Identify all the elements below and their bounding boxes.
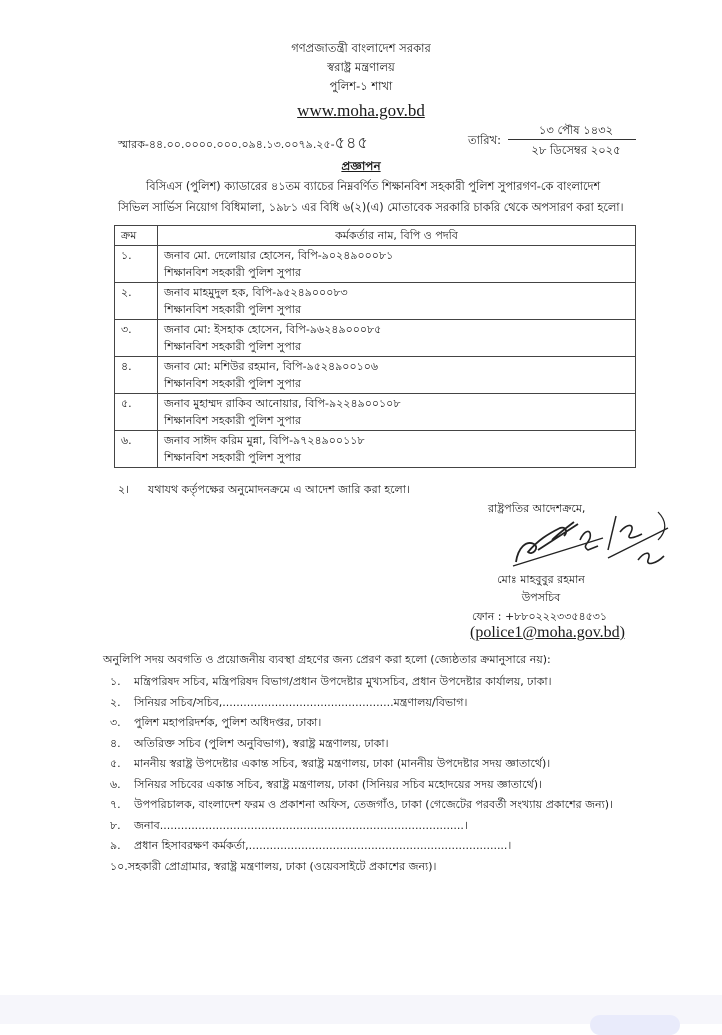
officer-name-bp: জনাব মুহাম্মদ রাকিব আনোয়ার, বিপি-৯২২৪৯০০১০৮ — [164, 397, 401, 410]
signatory-designation: উপসচিব — [521, 591, 561, 604]
copy-recipient: সিনিয়র সচিবের একান্ত সচিব, স্বরাষ্ট্র মন্ত্রণালয়, ঢাকা (সিনিয়র সচিব মহোদয়ের সদয় জ্ঞাতার্থে)। — [134, 777, 542, 791]
copy-number: ১০. — [110, 859, 128, 873]
copy-number: ৬. — [110, 777, 121, 791]
table-row — [115, 394, 636, 431]
viewer-action-pill[interactable] — [590, 1015, 680, 1035]
copy-number: ৩. — [110, 716, 121, 729]
handwritten-signature — [508, 510, 678, 570]
copy-recipient: পুলিশ মহাপরিদর্শক, পুলিশ অধিদপ্তর, ঢাকা। — [134, 716, 322, 729]
copies-list — [110, 672, 613, 877]
list-item — [110, 754, 613, 775]
copy-number: ৫. — [110, 757, 121, 770]
officer-name-bp: জনাব মো. দেলোয়ার হোসেন, বিপি-৯০২৪৯০০০৮১ — [164, 249, 394, 262]
clause-2-text: যথাযথ কর্তৃপক্ষের অনুমোদনক্রমে এ আদেশ জারি করা হলো। — [148, 483, 410, 496]
list-item — [110, 672, 613, 693]
signatory-name: মোঃ মাহবুবুর রহমান — [497, 573, 585, 586]
copy-recipient: জনাব.......................................................................................। — [134, 818, 468, 832]
officer-designation: শিক্ষানবিশ সহকারী পুলিশ সুপার — [164, 414, 302, 427]
date-gregorian: ২৮ ডিসেম্বর ২০২৫ — [531, 143, 621, 157]
notice-paragraph-line-1: বিসিএস (পুলিশ) ক্যাডারের ৪১তম ব্যাচের নিম্নবর্ণিত শিক্ষানবিশ সহকারী পুলিশ সুপারগণ-কে বাংলাদেশ — [146, 180, 601, 193]
officer-serial: ৩. — [115, 320, 158, 357]
list-item — [110, 713, 613, 734]
date-label: তারিখ: — [468, 133, 502, 147]
list-item — [110, 836, 613, 857]
ministry-name: স্বরাষ্ট্র মন্ত্রণালয় — [327, 60, 395, 74]
list-item — [110, 816, 613, 837]
signatory-email[interactable]: (police1@moha.gov.bd) — [470, 624, 625, 641]
header-serial: ক্রম — [115, 226, 158, 246]
copy-recipient: মাননীয় স্বরাষ্ট্র উপদেষ্টার একান্ত সচিব, স্বরাষ্ট্র মন্ত্রণালয়, ঢাকা (মাননীয় উপদেষ্টার সদয় জ্ঞাতার্থে)। — [134, 757, 551, 770]
signatory-phone: ফোন : +৮৮০২২২৩৩৫৪৫৩১ — [472, 610, 608, 623]
copy-recipient: অতিরিক্ত সচিব (পুলিশ অনুবিভাগ), স্বরাষ্ট্র মন্ত্রণালয়, ঢাকা। — [134, 736, 389, 750]
table-header-row — [115, 226, 636, 246]
copy-recipient: সহকারী প্রোগ্রামার, স্বরাষ্ট্র মন্ত্রণালয়, ঢাকা (ওয়েবসাইটে প্রকাশের জন্য)। — [127, 859, 437, 873]
list-item — [110, 775, 613, 796]
table-row — [115, 246, 636, 283]
officer-details — [158, 283, 636, 320]
officer-designation: শিক্ষানবিশ সহকারী পুলিশ সুপার — [164, 303, 302, 316]
clause-2-number: ২। — [118, 483, 130, 496]
date-bangla: ১৩ পৌষ ১৪৩২ — [538, 123, 614, 137]
list-item — [110, 693, 613, 714]
copy-recipient: মন্ত্রিপরিষদ সচিব, মন্ত্রিপরিষদ বিভাগ/প্রধান উপদেষ্টার মুখ্যসচিব, প্রধান উপদেষ্টার কার্যালয়, ঢাকা। — [134, 675, 552, 688]
officer-details — [158, 320, 636, 357]
officer-serial: ৪. — [115, 357, 158, 394]
memo-number — [118, 130, 369, 157]
notice-title: প্রজ্ঞাপন — [341, 159, 381, 173]
memo-label: স্মারক-৪৪.০০.০০০০.০০০.০৯৪.১৩.০০৭৯.২৫- — [118, 138, 335, 151]
copy-recipient: সিনিয়র সচিব/সচিব,.................................................মন্ত্রণালয়/বিভাগ। — [134, 695, 468, 709]
memo-handwritten-number: ৫৪৫ — [334, 133, 369, 152]
officer-name-bp: জনাব মাহমুদুল হক, বিপি-৯৫২৪৯০০০৮৩ — [164, 286, 348, 299]
officer-details — [158, 431, 636, 468]
copy-number: ৪. — [110, 736, 121, 750]
officer-serial: ৫. — [115, 394, 158, 431]
notice-paragraph-line-2: সিভিল সার্ভিস নিয়োগ বিধিমালা, ১৯৮১ এর বিধি ৬(২)(এ) মোতাবেক সরকারি চাকরি থেকে অপসারণ করা হলো। — [118, 201, 624, 214]
officer-name-bp: জনাব মো: ইসহাক হোসেন, বিপি-৯৬২৪৯০০০৮৫ — [164, 323, 382, 336]
copy-number: ৭. — [110, 798, 121, 811]
list-item — [110, 795, 613, 816]
copy-number: ৯. — [110, 839, 121, 852]
officer-details — [158, 357, 636, 394]
list-item — [110, 734, 613, 755]
officer-details — [158, 246, 636, 283]
table-row — [115, 320, 636, 357]
officer-serial: ২. — [115, 283, 158, 320]
table-row — [115, 283, 636, 320]
notice-paragraph — [118, 176, 638, 218]
officer-name-bp: জনাব মো: মশিউর রহমান, বিপি-৯৫২৪৯০০১০৬ — [164, 360, 379, 373]
copy-number: ২. — [110, 695, 121, 709]
copy-number: ৮. — [110, 818, 121, 832]
officer-designation: শিক্ষানবিশ সহকারী পুলিশ সুপার — [164, 266, 302, 279]
list-item — [110, 857, 613, 878]
by-order-text: রাষ্ট্রপতির আদেশক্রমে, — [488, 502, 586, 515]
copies-intro: অনুলিপি সদয় অবগতি ও প্রয়োজনীয় ব্যবস্থা গ্রহণের জন্য প্রেরণ করা হলো (জ্যেষ্ঠতার ক্রমানুসারে নয়): — [103, 653, 551, 666]
officer-designation: শিক্ষানবিশ সহকারী পুলিশ সুপার — [164, 340, 302, 353]
copy-recipient: প্রধান হিসাবরক্ষণ কর্মকর্তা,..........................................................................। — [134, 839, 512, 852]
clause-2 — [118, 481, 410, 500]
website-link[interactable]: www.moha.gov.bd — [297, 101, 425, 120]
copy-recipient: উপপরিচালক, বাংলাদেশ ফরম ও প্রকাশনা অফিস, তেজগাঁও, ঢাকা (গেজেটের পরবর্তী সংখ্যায় প্রকাশের জন্য)। — [134, 798, 614, 811]
officer-designation: শিক্ষানবিশ সহকারী পুলিশ সুপার — [164, 377, 302, 390]
table-row — [115, 431, 636, 468]
header-officer: কর্মকর্তার নাম, বিপি ও পদবি — [158, 226, 636, 246]
table-row — [115, 357, 636, 394]
government-name: গণপ্রজাতন্ত্রী বাংলাদেশ সরকার — [291, 41, 431, 55]
copy-number: ১. — [110, 675, 121, 688]
branch-name: পুলিশ-১ শাখা — [329, 79, 393, 93]
officer-name-bp: জনাব সাঈদ করিম মুন্না, বিপি-৯৭২৪৯০০১১৮ — [164, 434, 365, 447]
date-divider — [508, 139, 636, 140]
officers-table — [114, 225, 636, 468]
officer-details — [158, 394, 636, 431]
officer-serial: ৬. — [115, 431, 158, 468]
officer-serial: ১. — [115, 246, 158, 283]
officer-designation: শিক্ষানবিশ সহকারী পুলিশ সুপার — [164, 451, 302, 464]
